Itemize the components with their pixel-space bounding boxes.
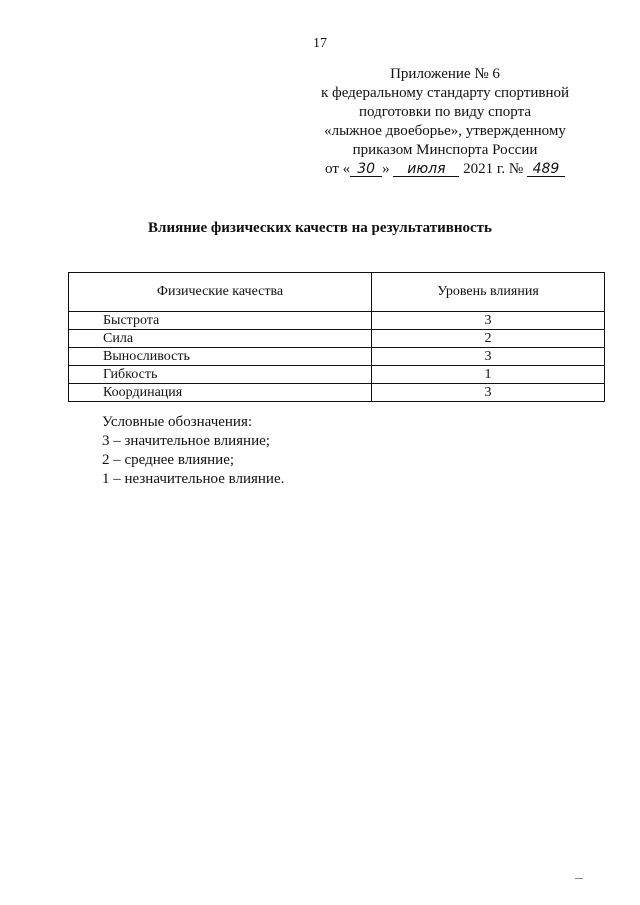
quality-name: Гибкость (69, 366, 372, 384)
quality-name: Координация (69, 384, 372, 402)
scan-mark (575, 878, 583, 879)
legend (102, 413, 284, 489)
appendix-line: «лыжное двоеборье», утвержденному (324, 123, 566, 139)
header-quality: Физические качества (69, 273, 372, 312)
legend-item: 1 – незначительное влияние. (102, 471, 285, 487)
date-year: 2021 г. № (463, 161, 524, 177)
legend-heading: Условные обозначения: (102, 414, 253, 430)
appendix-line: подготовки по виду спорта (359, 104, 531, 120)
appendix-line: Приложение № 6 (390, 66, 500, 82)
quality-name: Выносливость (69, 348, 372, 366)
date-mid: » (382, 161, 390, 177)
table-row (69, 384, 605, 402)
table-header-row (69, 273, 605, 312)
handwritten-order-number: 489 (527, 162, 565, 177)
header-level: Уровень влияния (372, 273, 605, 312)
appendix-line: приказом Минспорта России (352, 142, 538, 158)
table-row (69, 312, 605, 330)
quality-level: 2 (372, 330, 605, 348)
page-number: 17 (313, 36, 327, 51)
quality-name: Сила (69, 330, 372, 348)
quality-level: 3 (372, 312, 605, 330)
qualities-table (68, 272, 605, 402)
handwritten-day: 30 (350, 162, 382, 177)
legend-item: 3 – значительное влияние; (102, 433, 270, 449)
document-title: Влияние физических качеств на результативность (148, 220, 492, 236)
appendix-line: к федеральному стандарту спортивной (320, 85, 570, 101)
quality-name: Быстрота (69, 312, 372, 330)
table-row (69, 330, 605, 348)
date-prefix: от « (325, 161, 351, 177)
appendix-header (300, 65, 590, 179)
handwritten-month: июля (393, 162, 459, 177)
table-row (69, 348, 605, 366)
quality-level: 3 (372, 348, 605, 366)
legend-item: 2 – среднее влияние; (102, 452, 235, 468)
quality-level: 1 (372, 366, 605, 384)
appendix-date-line (300, 160, 590, 179)
quality-level: 3 (372, 384, 605, 402)
table-row (69, 366, 605, 384)
